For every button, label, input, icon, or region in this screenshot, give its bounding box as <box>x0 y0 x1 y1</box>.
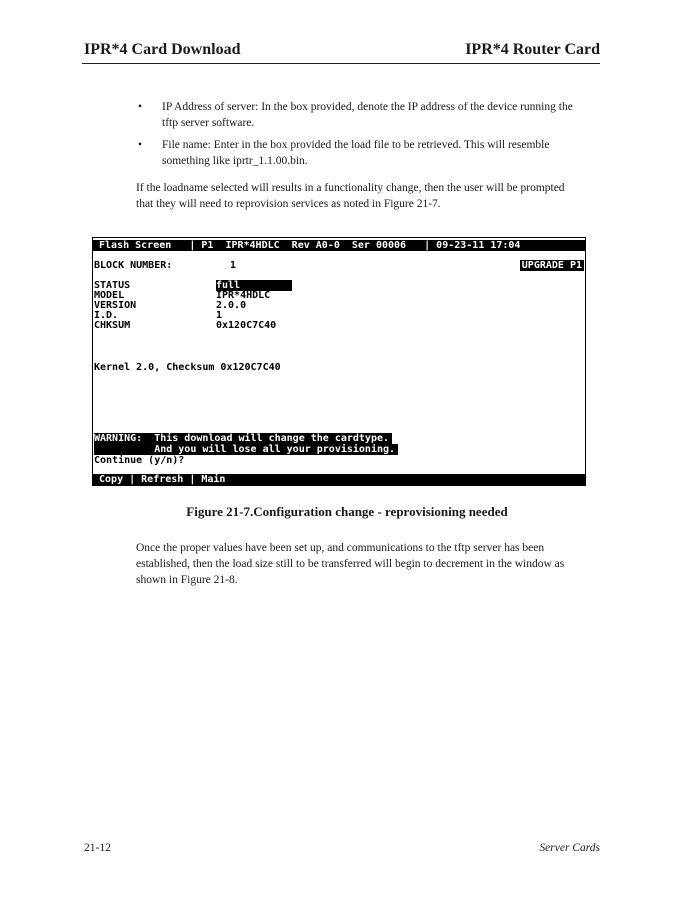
bullet-text-line: tftp server software. <box>162 117 255 129</box>
field-value-model: IPR*4HDLC <box>216 290 271 301</box>
footer-section-title: Server Cards <box>539 842 600 854</box>
field-value-status: full <box>216 280 292 291</box>
page-header-left: IPR*4 Card Download <box>84 41 241 58</box>
bullet-text-line: something like iprtr_1.1.00.bin. <box>162 155 308 167</box>
continue-prompt: Continue (y/n)? <box>94 455 185 466</box>
paragraph-line: If the loadname selected will results in a functionality change, then the user will be prompted <box>136 182 565 194</box>
paragraph-line: Once the proper values have been set up, and communications to the tftp server has been <box>136 542 545 554</box>
terminal-screenshot <box>92 237 586 486</box>
field-label-chksum: CHKSUM <box>94 320 131 331</box>
bullet-marker: • <box>138 139 143 151</box>
bullet-text-line: File name: Enter in the box provided the load file to be retrieved. This will resemble <box>162 139 550 151</box>
field-value-version: 2.0.0 <box>216 300 247 311</box>
page-header-right: IPR*4 Router Card <box>465 41 600 58</box>
field-label-status: STATUS <box>94 280 131 291</box>
paragraph-line: established, then the load size still to be transferred will begin to decrement in the window as <box>136 558 565 570</box>
field-value-chksum: 0x120C7C40 <box>216 320 277 331</box>
terminal-title-bar: Flash Screen | P1 IPR*4HDLC Rev A0-0 Ser 00006 | 09-23-11 17:04 <box>93 240 585 251</box>
upgrade-label: UPGRADE P1 <box>521 260 582 271</box>
warning-line: And you will lose all your provisioning. <box>94 444 398 455</box>
field-label-model: MODEL <box>94 290 125 301</box>
warning-line: WARNING: This download will change the cardtype. <box>94 433 392 444</box>
block-number-label: BLOCK NUMBER: <box>94 260 173 271</box>
kernel-info-line: Kernel 2.0, Checksum 0x120C7C40 <box>94 362 281 373</box>
header-rule <box>82 63 600 64</box>
field-label-version: VERSION <box>94 300 137 311</box>
figure-caption: Figure 21-7.Configuration change - reprovisioning needed <box>186 504 508 519</box>
paragraph <box>136 540 604 588</box>
block-number-value: 1 <box>230 260 237 271</box>
field-value-id: 1 <box>216 310 223 321</box>
bullet-text-line: IP Address of server: In the box provided, denote the IP address of the device running the <box>162 101 573 113</box>
bullet-marker: • <box>138 101 143 113</box>
paragraph-line: shown in Figure 21-8. <box>136 574 238 586</box>
field-label-id: I.D. <box>94 310 119 321</box>
page-number: 21-12 <box>84 842 111 854</box>
terminal-menu-bar: Copy | Refresh | Main <box>93 474 585 485</box>
paragraph-line: that they will need to reprovision services as noted in Figure 21-7. <box>136 198 441 210</box>
paragraph <box>136 180 604 212</box>
